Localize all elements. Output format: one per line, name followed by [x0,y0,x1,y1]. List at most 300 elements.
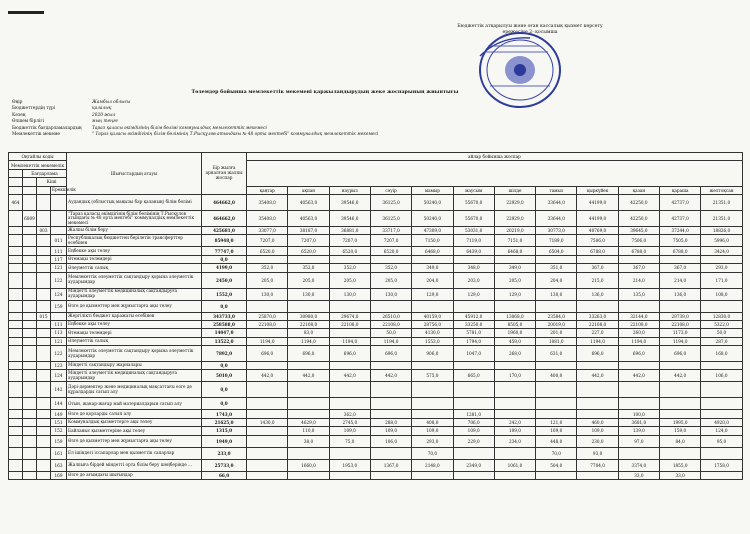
month-value-cell [701,398,742,410]
meta-label: Бюджеттік бағдарламалардың [12,125,82,131]
code-cell: 169 [51,471,67,479]
month-value-cell [660,300,701,312]
month-value-cell: 95,0 [701,435,742,447]
metadata-block [12,100,532,138]
month-value-cell: 168,0 [701,346,742,362]
month-value-cell [247,471,288,479]
code-cell [9,288,23,300]
month-value-cell [701,362,742,370]
month-value-cell: 6788,0 [577,247,618,255]
month-value-cell: 40159,0 [412,312,453,320]
month-header: мамыр [412,186,453,194]
month-value-cell: 38187,0 [288,226,329,234]
month-value-cell: 6520,0 [329,247,370,255]
month-value-cell: 696,0 [577,346,618,362]
month-header: қаңтар [247,186,288,194]
meta-label: Мемлекеттік мекеме [12,132,60,138]
month-value-cell [701,471,742,479]
month-value-cell [536,300,577,312]
month-value-cell: 37244,0 [660,226,701,234]
code-cell [9,312,23,320]
month-value-cell: 109,0 [453,427,494,435]
month-value-cell: 136,0 [660,288,701,300]
month-value-cell: 40563,0 [288,194,329,210]
code-cell [37,382,51,398]
month-value-cell: 906,0 [412,346,453,362]
month-value-cell: 22108,0 [660,320,701,328]
header-total: Бір жылға арналған жалпы жоспар [202,153,247,195]
month-value-cell [412,471,453,479]
annual-total-cell: 0,0 [202,300,247,312]
month-value-cell: 696,0 [329,346,370,362]
month-value-cell [370,362,411,370]
code-cell [9,300,23,312]
code-cell [23,362,37,370]
month-value-cell: 442,0 [660,370,701,382]
code-cell: 161 [51,447,67,459]
code-cell: 123 [51,362,67,370]
month-value-cell: 460,0 [577,418,618,426]
code-cell: 122 [51,346,67,362]
month-value-cell: 6520,0 [370,247,411,255]
month-value-cell [453,255,494,263]
expense-name-cell: Еңбекке ақы төлеу [67,247,202,255]
code-cell [37,235,51,247]
month-value-cell: 448,0 [536,435,577,447]
code-cell [23,370,37,382]
code-cell [51,312,67,320]
month-value-cell: 50,0 [701,329,742,337]
month-value-cell [660,410,701,418]
month-value-cell: 129,0 [453,288,494,300]
table-row [9,459,743,471]
month-value-cell: 124,0 [701,427,742,435]
month-header: қазан [618,186,659,194]
approval-line-1: Бюджеттік атқарылуы және оған кассалық қызмет көрсету [457,24,603,29]
month-value-cell: 33644,0 [536,210,577,226]
month-value-cell: 53031,0 [453,226,494,234]
month-value-cell: 139,0 [618,427,659,435]
code-cell: 6809 [23,210,37,226]
code-cell [23,459,37,471]
code-cell [9,320,23,328]
month-value-cell [370,447,411,459]
month-value-cell: 36881,0 [329,226,370,234]
month-value-cell [288,471,329,479]
annual-total-cell: 0,0 [202,362,247,370]
month-value-cell: 7207,0 [247,235,288,247]
month-value-cell: 6788,0 [660,247,701,255]
month-value-cell: 22108,0 [288,320,329,328]
code-cell: 121 [51,264,67,272]
month-header: қараша [660,186,701,194]
month-value-cell [494,447,535,459]
expense-name-cell: Республикалық бюджеттен берілетін трансферттер есебінен [67,235,202,247]
month-value-cell: 42737,0 [660,194,701,210]
month-value-cell: 35408,0 [247,194,288,210]
month-value-cell: 36125,0 [370,210,411,226]
header-program: Бағдарлама [23,169,67,177]
month-value-cell [370,382,411,398]
code-cell [23,264,37,272]
month-value-cell: 1081,0 [536,337,577,345]
expense-name-cell: Әлеуметтік салық [67,264,202,272]
month-value-cell: 7189,0 [536,235,577,247]
code-cell: 111 [51,247,67,255]
code-cell: 149 [51,410,67,418]
code-cell [23,447,37,459]
month-value-cell [247,435,288,447]
month-value-cell: 7505,0 [660,235,701,247]
month-value-cell: 6520,0 [288,247,329,255]
month-value-cell: 204,0 [412,272,453,288]
month-value-cell: 32144,0 [618,312,659,320]
month-header: тамыз [536,186,577,194]
month-value-cell [577,362,618,370]
month-value-cell: 130,0 [329,288,370,300]
month-value-cell: 3374,0 [618,459,659,471]
month-value-cell [494,255,535,263]
month-value-cell: 1281,0 [453,410,494,418]
table-header [9,153,743,195]
header-subprogram: Кіші [37,178,67,186]
meta-label: Кезең [12,112,26,118]
month-value-cell [288,300,329,312]
expense-name-cell: Аудандық (облыстық маңызы бар қаланың) білім бөлімі [67,194,202,210]
month-value-cell [577,382,618,398]
month-value-cell [453,471,494,479]
expense-name-cell: Отын, жанар-жағар май материалдарын сатып алу [67,398,202,410]
table-row [9,247,743,255]
month-value-cell: 575,0 [412,370,453,382]
code-cell: 015 [37,312,51,320]
month-value-cell: 4629,0 [288,418,329,426]
code-cell [9,459,23,471]
table-row [9,346,743,362]
code-cell [51,210,67,226]
month-value-cell: 39546,0 [329,210,370,226]
month-value-cell: 109,0 [494,427,535,435]
header-months-group: айлар бойынша жоспар [247,153,743,161]
month-value-cell: 367,0 [577,264,618,272]
code-cell [23,427,37,435]
month-value-cell [701,382,742,398]
expense-name-cell: Мемлекеттік әлеуметтік сақтандыру қорына әлеуметтік аударымдар [67,346,202,362]
header-blank [247,161,743,186]
code-cell [9,410,23,418]
month-value-cell [329,255,370,263]
month-value-cell: 135,0 [618,288,659,300]
month-value-cell: 1660,0 [288,459,329,471]
month-value-cell: 442,0 [288,370,329,382]
month-value-cell [412,410,453,418]
month-value-cell: 1194,0 [577,337,618,345]
code-cell [9,418,23,426]
month-value-cell: 6520,0 [247,247,288,255]
annual-total-cell: 85948,0 [202,235,247,247]
code-cell [37,435,51,447]
month-value-cell: 130,0 [247,288,288,300]
month-value-cell [618,382,659,398]
table-row [9,255,743,263]
month-value-cell: 234,0 [494,435,535,447]
month-value-cell: 1047,0 [453,346,494,362]
month-value-cell: 352,0 [247,264,288,272]
meta-label: Бюджеттердің түрі [12,106,56,112]
code-cell: 124 [51,288,67,300]
code-cell [23,247,37,255]
code-cell [37,410,51,418]
month-value-cell [660,255,701,263]
month-value-cell [701,447,742,459]
month-value-cell [329,300,370,312]
month-value-cell: 97,0 [618,435,659,447]
annual-total-cell: 0,0 [202,398,247,410]
month-value-cell: 6439,0 [453,247,494,255]
month-value-cell: 42250,0 [618,194,659,210]
code-cell [9,255,23,263]
month-value-cell [247,362,288,370]
month-value-cell [247,447,288,459]
month-value-cell: 50240,0 [412,210,453,226]
month-value-cell: 33644,0 [536,194,577,210]
code-cell [23,435,37,447]
month-value-cell: 29674,0 [329,312,370,320]
month-value-cell [577,255,618,263]
month-value-cell: 33263,0 [577,312,618,320]
month-value-cell: 44199,0 [577,194,618,210]
month-value-cell: 696,0 [618,346,659,362]
month-value-cell [412,398,453,410]
annual-total-cell: 343733,0 [202,312,247,320]
month-value-cell: 204,0 [536,272,577,288]
meta-value: " Тараз қаласы әкімдігінің білім бөлімінің Т.Рысқұлов атындағы № 48 орта мектебі" коммуналдық мемлекеттік мекемесі [92,132,379,138]
month-value-cell: 352,0 [288,264,329,272]
code-cell [37,247,51,255]
month-value-cell: 205,0 [288,272,329,288]
code-cell [23,226,37,234]
month-value-cell: 1430,0 [247,418,288,426]
month-value-cell [453,447,494,459]
code-cell: 464 [9,194,23,210]
month-value-cell: 106,0 [701,370,742,382]
month-value-cell: 21351,0 [701,210,742,226]
code-cell [37,329,51,337]
month-value-cell: 129,0 [412,288,453,300]
code-cell: 111 [51,320,67,328]
month-value-cell [536,410,577,418]
month-value-cell [247,300,288,312]
month-value-cell: 293,0 [701,264,742,272]
month-value-cell: 5322,0 [701,320,742,328]
month-value-cell: 136,0 [577,288,618,300]
month-value-cell [370,300,411,312]
table-row [9,312,743,320]
month-value-cell: 7506,0 [618,235,659,247]
annual-total-cell: 21625,0 [202,418,247,426]
month-value-cell [370,398,411,410]
expense-name-cell: Дәрі-дәрмектер және медициналық мақсаттағы өзге де құралдарды сатып алу [67,382,202,398]
expense-name-cell: Мемлекеттік әлеуметтік сақтандыру қорына әлеуметтік аударымдар [67,272,202,288]
annual-total-cell: 1743,0 [202,410,247,418]
month-value-cell: 1367,0 [370,459,411,471]
code-cell [23,398,37,410]
month-value-cell [329,362,370,370]
month-value-cell: 1194,0 [288,337,329,345]
header-code: Оңтайлы коды [9,153,67,161]
month-value-cell: 83,0 [288,329,329,337]
month-value-cell: 22929,0 [494,194,535,210]
month-value-cell: 30980,0 [288,312,329,320]
month-value-cell: 293,0 [412,435,453,447]
month-value-cell: 159,0 [660,427,701,435]
month-value-cell: 42250,0 [618,210,659,226]
code-cell [51,194,67,210]
month-value-cell: 39645,0 [618,226,659,234]
meta-value: мың теңге [92,119,118,125]
month-value-cell [329,398,370,410]
code-cell [23,288,37,300]
month-value-cell [247,459,288,471]
annual-total-cell: 25733,0 [202,459,247,471]
code-cell [9,235,23,247]
month-header: желтоқсан [701,186,742,194]
month-value-cell [453,362,494,370]
table-row [9,210,743,226]
table-row [9,362,743,370]
table-row [9,337,743,345]
table-body [9,194,743,479]
month-value-cell: 260,0 [618,329,659,337]
month-value-cell: 5996,0 [701,235,742,247]
code-cell [9,226,23,234]
month-value-cell [577,300,618,312]
month-value-cell: 26510,0 [370,312,411,320]
month-value-cell [536,362,577,370]
month-value-cell [618,447,659,459]
table-row [9,264,743,272]
month-value-cell: 288,0 [370,418,411,426]
month-value-cell: 1194,0 [660,337,701,345]
month-value-cell [660,382,701,398]
code-cell [9,247,23,255]
month-value-cell: 3424,0 [701,247,742,255]
month-value-cell: 442,0 [247,370,288,382]
code-cell [9,329,23,337]
month-value-cell: 214,0 [618,272,659,288]
month-value-cell: 6788,0 [618,247,659,255]
month-value-cell: 351,0 [536,264,577,272]
month-value-cell: 230,0 [577,435,618,447]
expense-name-cell: Өзге де ағымдағы шығындар [67,471,202,479]
month-value-cell: 268,0 [494,346,535,362]
month-value-cell: 7150,0 [412,235,453,247]
month-value-cell: 55670,0 [453,210,494,226]
month-value-cell: 22108,0 [247,320,288,328]
month-value-cell: 12830,0 [701,312,742,320]
month-value-cell: 367,0 [660,264,701,272]
meta-row [12,132,532,138]
month-value-cell: 1194,0 [618,337,659,345]
month-value-cell: 227,0 [577,329,618,337]
month-value-cell [412,362,453,370]
meta-label: Өңір [12,100,23,105]
code-cell [37,255,51,263]
code-cell [23,329,37,337]
annual-total-cell: 7892,0 [202,346,247,362]
month-value-cell: 4130,0 [412,329,453,337]
month-value-cell [329,382,370,398]
code-cell: 121 [51,337,67,345]
month-value-cell: 706,0 [453,418,494,426]
code-cell [23,320,37,328]
code-cell [37,337,51,345]
month-value-cell: 108,0 [701,288,742,300]
month-value-cell: 203,0 [453,272,494,288]
code-cell [9,346,23,362]
code-cell [51,226,67,234]
month-value-cell: 7207,0 [288,235,329,247]
code-cell: 159 [51,435,67,447]
month-value-cell: 1794,0 [453,337,494,345]
code-cell [9,471,23,479]
annual-total-cell: 0,0 [202,255,247,263]
month-value-cell: 1194,0 [370,337,411,345]
code-cell [37,210,51,226]
month-value-cell [660,447,701,459]
month-value-cell: 631,0 [536,346,577,362]
annual-total-cell: 233,0 [202,447,247,459]
code-cell [23,272,37,288]
month-value-cell: 110,0 [288,427,329,435]
expense-name-cell: Өзге де қызметтер мен жұмыстарға ақы төлеу [67,435,202,447]
annual-total-cell: 2450,0 [202,272,247,288]
month-value-cell: 130,0 [536,288,577,300]
expense-name-cell: Міндетті әлеуметтік медициналық сақтандыруға аударымдар [67,288,202,300]
expense-name-cell: Өтемақы төлемдері [67,255,202,263]
expense-name-cell: Еңбекке ақы төлеу [67,320,202,328]
annual-total-cell: 66,0 [202,471,247,479]
code-cell [37,300,51,312]
month-value-cell [618,255,659,263]
table-row [9,370,743,382]
code-cell [23,471,37,479]
month-value-cell [247,255,288,263]
month-value-cell [288,410,329,418]
code-cell [9,210,23,226]
table-row [9,300,743,312]
annual-total-cell: 464662,0 [202,194,247,210]
annual-total-cell: 1949,0 [202,435,247,447]
code-cell: 151 [51,418,67,426]
code-cell [9,447,23,459]
code-cell: 117 [51,255,67,263]
expense-name-cell: Өзге де қорларды сатып алу [67,410,202,418]
code-cell [23,346,37,362]
code-cell [9,398,23,410]
code-cell: 113 [51,329,67,337]
month-header: ақпан [288,186,329,194]
table-row [9,447,743,459]
month-value-cell: 696,0 [660,346,701,362]
month-value-cell: 33,0 [660,471,701,479]
month-value-cell [494,471,535,479]
month-value-cell: 33,0 [618,471,659,479]
month-value-cell: 170,0 [494,370,535,382]
month-value-cell: 7506,0 [577,235,618,247]
month-value-cell [660,362,701,370]
month-value-cell: 4920,0 [701,418,742,426]
